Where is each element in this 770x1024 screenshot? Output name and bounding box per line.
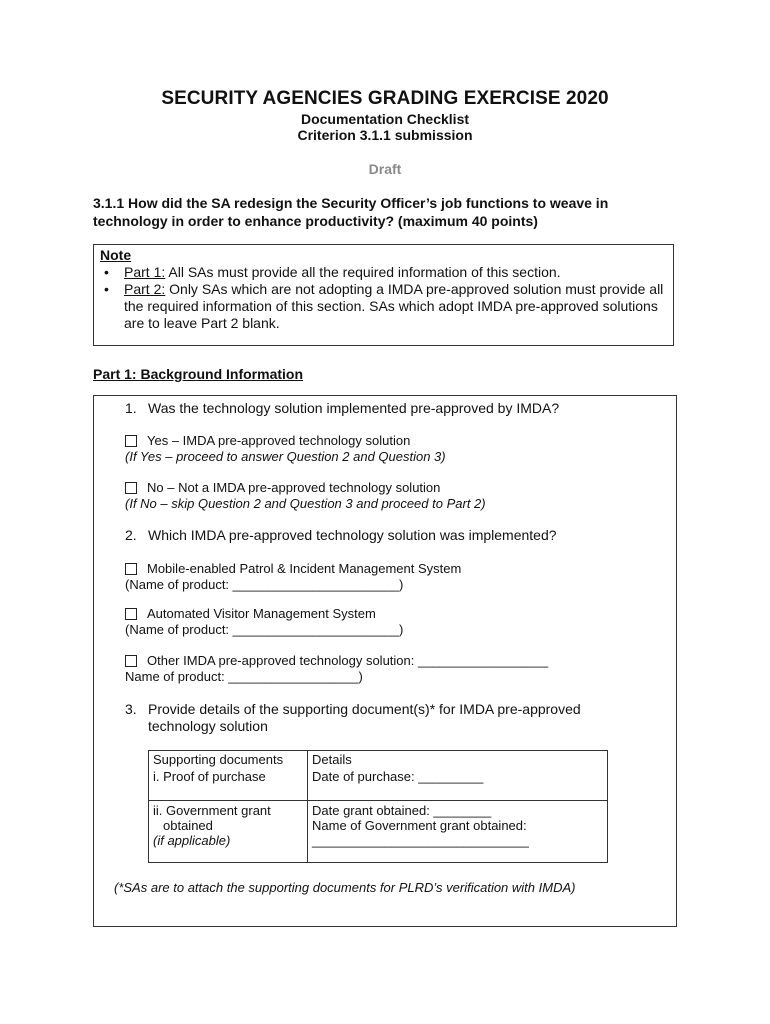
option-label: Mobile-enabled Patrol & Incident Management System: [147, 561, 462, 576]
question-number: 1.: [125, 400, 137, 416]
grant-name-label: Name of Government grant obtained:: [312, 818, 527, 833]
note-item-part1: [100, 264, 667, 281]
document-title: SECURITY AGENCIES GRADING EXERCISE 2020: [161, 88, 609, 109]
other-solution-checkbox[interactable]: [125, 655, 137, 667]
doc-line: (if applicable): [153, 833, 231, 848]
q2-option-other: [125, 653, 548, 685]
doc-government-grant: [149, 801, 308, 863]
grant-details-cell: [308, 801, 608, 863]
date-of-purchase-field[interactable]: Date of purchase: _________: [308, 768, 608, 801]
date-grant-obtained-field[interactable]: Date grant obtained: ________: [312, 803, 492, 818]
criterion-question-line1: 3.1.1 How did the SA redesign the Security Officer’s job functions to weave in: [93, 195, 609, 211]
note-item-part2: [100, 281, 667, 332]
visitor-system-checkbox[interactable]: [125, 608, 137, 620]
option-label: Other IMDA pre-approved technology solution: __________________: [147, 653, 549, 668]
document-subtitle: Documentation Checklist: [300, 111, 470, 127]
q2-option-patrol: [125, 561, 461, 593]
option-label: Yes – IMDA pre-approved technology solution: [147, 433, 411, 448]
option-hint: (If No – skip Question 2 and Question 3 and proceed to Part 2): [125, 496, 486, 511]
note-item-text: Only SAs which are not adopting a IMDA pre-approved solution must provide all the required information of this section. SAs which adopt IMDA pre-approved solutions are to leave Part 2 blank.: [124, 281, 664, 331]
q1-option-no: [125, 480, 486, 512]
product-name-field[interactable]: (Name of product: _______________________): [125, 577, 404, 592]
product-name-field[interactable]: Name of product: __________________): [125, 669, 363, 684]
note-item-text: All SAs must provide all the required information of this section.: [165, 264, 561, 280]
doc-proof-of-purchase: i. Proof of purchase: [149, 768, 308, 801]
note-item-label: Part 2:: [124, 281, 166, 297]
patrol-system-checkbox[interactable]: [125, 563, 137, 575]
doc-line: obtained: [163, 818, 213, 833]
table-row: [149, 801, 608, 863]
product-name-field[interactable]: (Name of product: _______________________): [125, 622, 404, 637]
criterion-question: [93, 194, 683, 230]
question-2: [125, 527, 557, 543]
table-header-row: [149, 751, 608, 769]
supporting-documents-table: [148, 750, 608, 863]
criterion-subtitle: Criterion 3.1.1 submission: [297, 127, 473, 143]
doc-line: ii. Government grant: [153, 803, 271, 818]
draft-label: Draft: [368, 161, 402, 177]
question-number: 2.: [125, 527, 137, 543]
q2-option-visitor: [125, 606, 403, 638]
option-label: Automated Visitor Management System: [147, 606, 376, 621]
note-list: [100, 264, 667, 332]
q1-option-yes: [125, 433, 446, 465]
question-text: Which IMDA pre-approved technology solution was implemented?: [148, 527, 557, 543]
question-text: Was the technology solution implemented pre-approved by IMDA?: [148, 400, 560, 416]
header-details: Details: [308, 751, 608, 769]
note-title: Note: [100, 247, 132, 263]
no-checkbox[interactable]: [125, 482, 137, 494]
yes-checkbox[interactable]: [125, 435, 137, 447]
question-number: 3.: [125, 701, 137, 717]
question-3: [125, 701, 645, 735]
footnote: (*SAs are to attach the supporting documents for PLRD’s verification with IMDA): [114, 880, 576, 895]
table-row: [149, 768, 608, 801]
background-info-box: [93, 395, 677, 927]
question-text-line2: technology solution: [148, 718, 268, 734]
note-item-label: Part 1:: [124, 264, 166, 280]
criterion-question-line2: technology in order to enhance productivity? (maximum 40 points): [93, 213, 538, 229]
option-hint: (If Yes – proceed to answer Question 2 and Question 3): [125, 449, 446, 464]
part1-heading: Part 1: Background Information: [93, 366, 304, 382]
question-text-line1: Provide details of the supporting document(s)* for IMDA pre-approved: [148, 701, 581, 717]
grant-name-field[interactable]: ______________________________: [312, 833, 529, 848]
option-label: No – Not a IMDA pre-approved technology solution: [147, 480, 441, 495]
note-box: [93, 244, 674, 346]
header-supporting-documents: Supporting documents: [149, 751, 308, 769]
question-1: [125, 400, 559, 416]
